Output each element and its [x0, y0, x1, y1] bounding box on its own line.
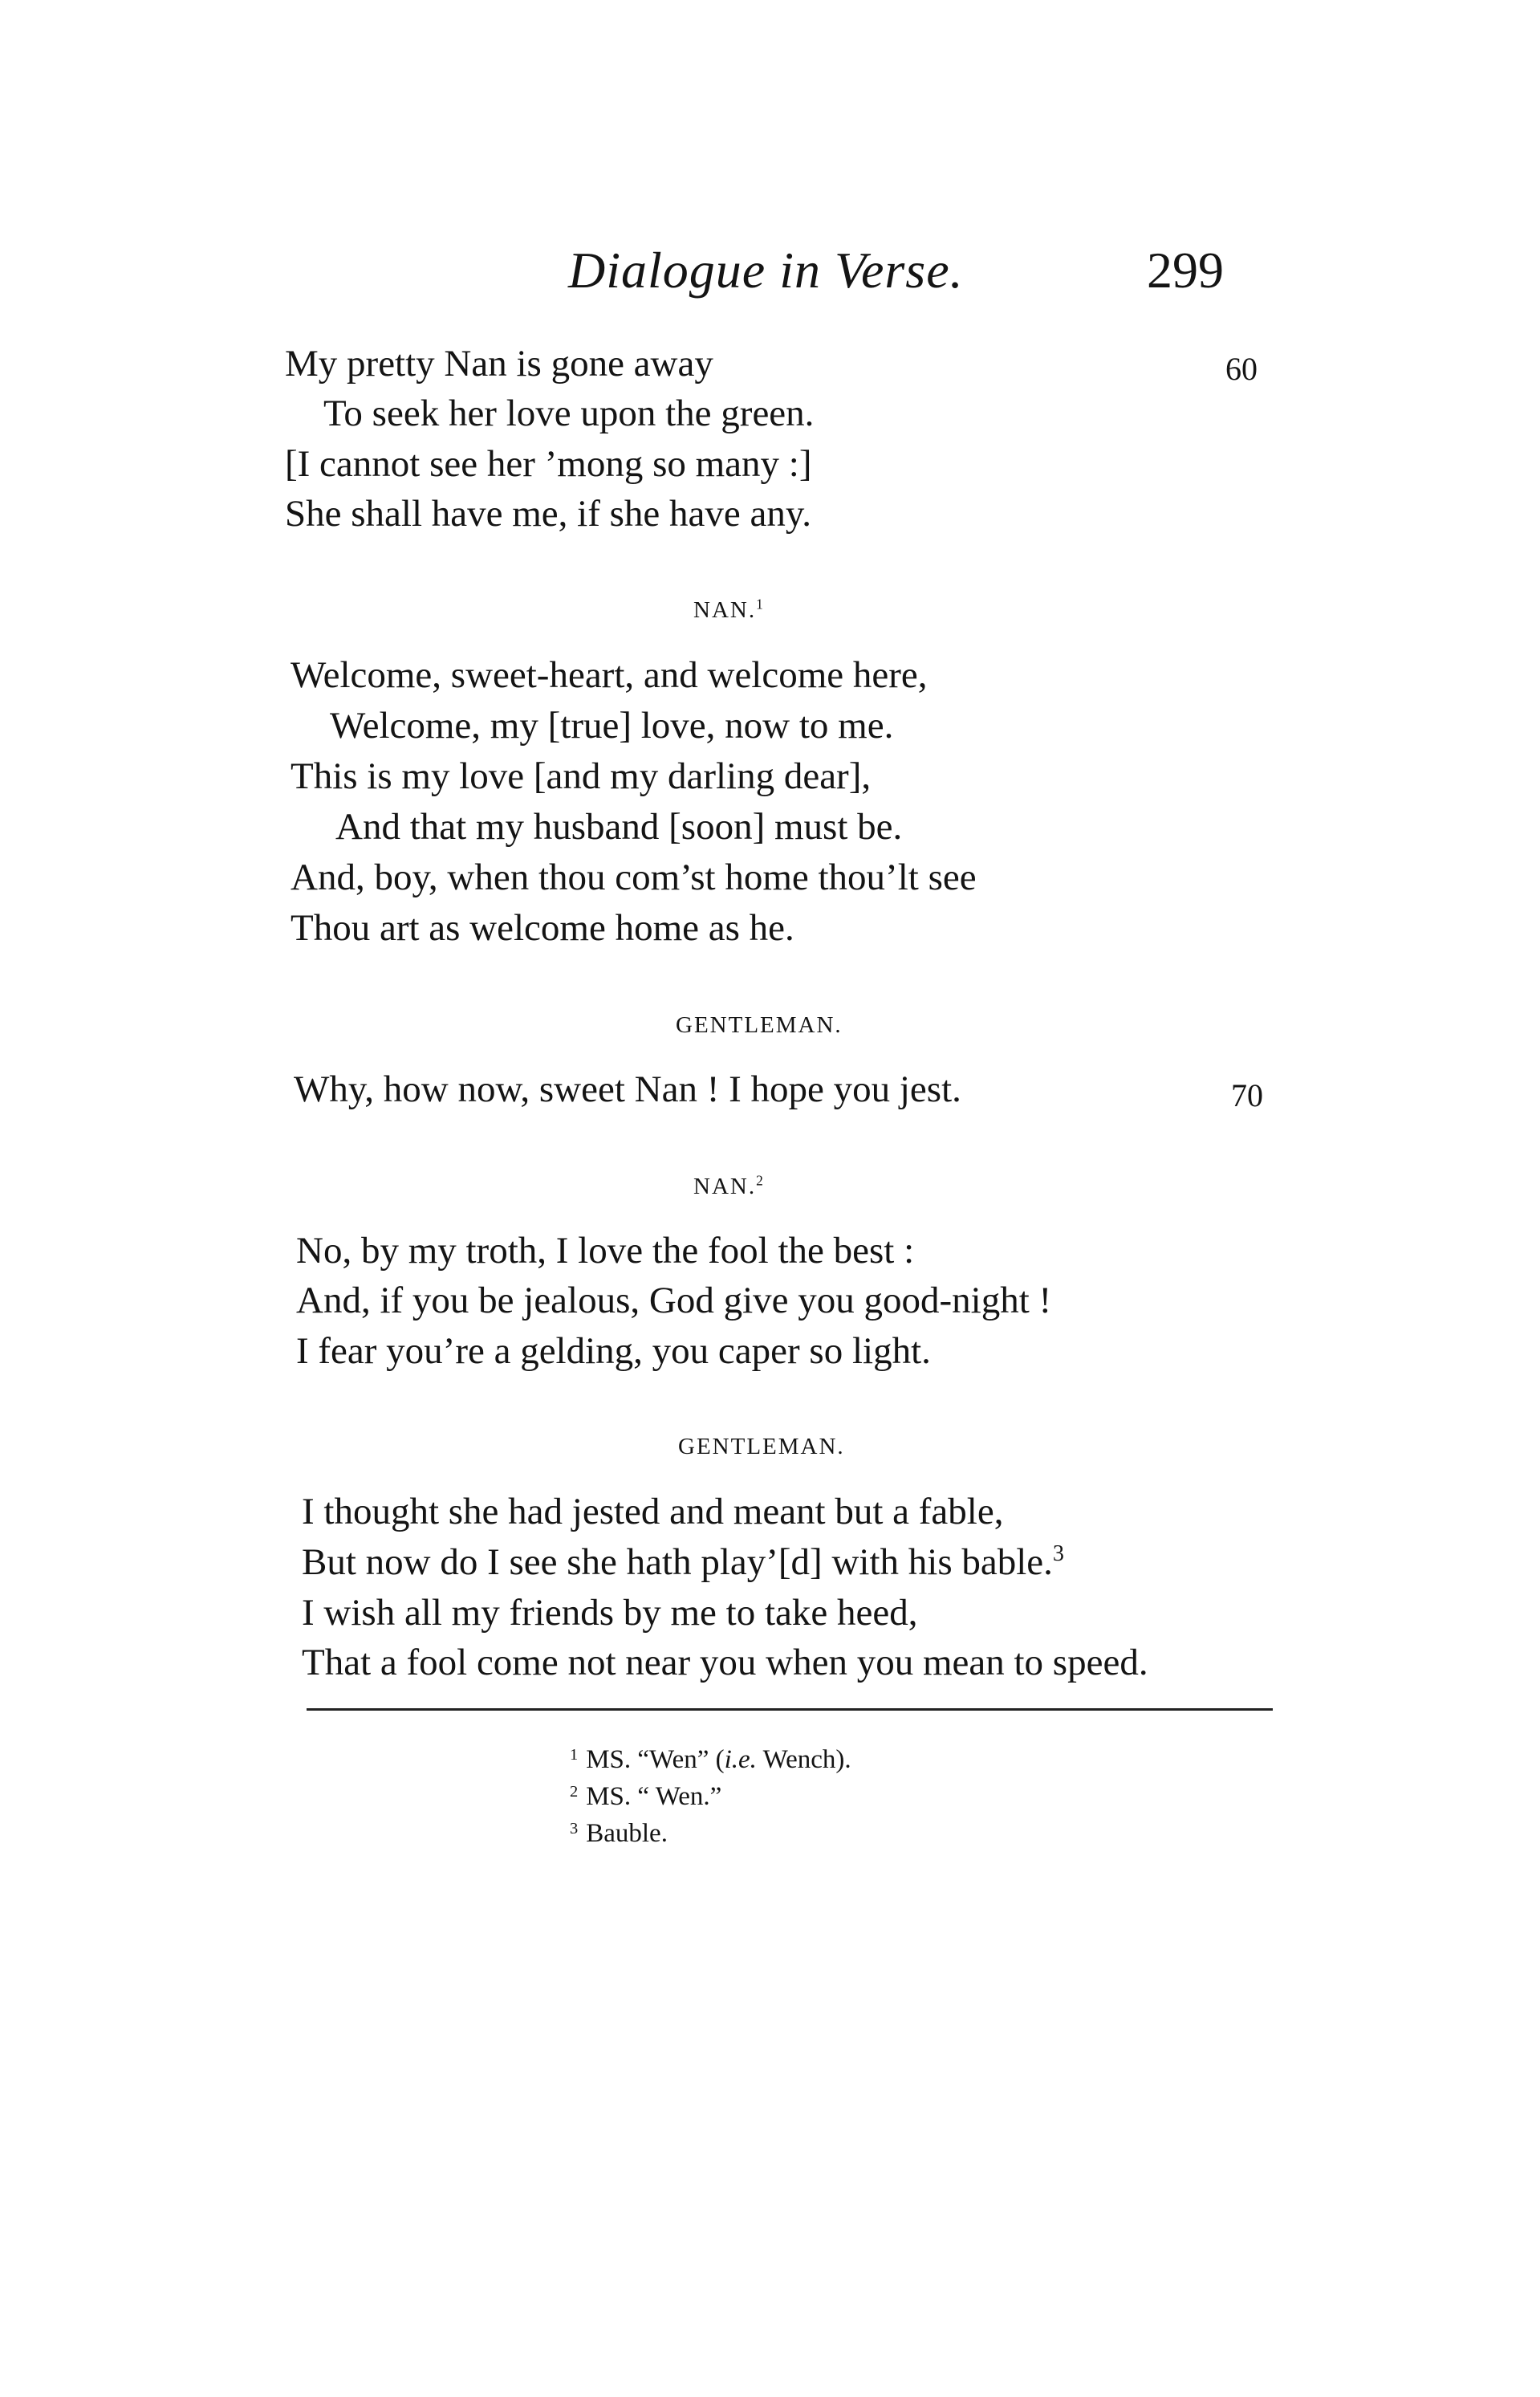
running-head — [0, 241, 1540, 305]
verse-line: And that my husband [soon] must be. — [335, 806, 903, 848]
footnote-mark: 3 — [570, 1820, 579, 1837]
verse-line: No, by my troth, I love the fool the best : — [296, 1230, 915, 1272]
verse-line: And, boy, when thou com’st home thou’lt see — [291, 857, 977, 898]
footnote-ref: 2 — [756, 1172, 765, 1189]
verse-line: I thought she had jested and meant but a fable, — [302, 1491, 1004, 1532]
footnote-mark: 1 — [570, 1746, 579, 1764]
speaker-name: GENTLEMAN. — [678, 1434, 845, 1459]
verse-text: But now do I see she hath play’[d] with his bable. — [302, 1541, 1053, 1583]
footnote-1 — [570, 1747, 851, 1773]
footnote-text: Wench). — [756, 1745, 851, 1775]
verse-line: Welcome, my [true] love, now to me. — [330, 705, 894, 747]
running-title: Dialogue in Verse. — [568, 242, 964, 299]
verse-line: This is my love [and my darling dear], — [291, 755, 872, 797]
page-number: 299 — [1147, 242, 1224, 299]
footnote-rule — [307, 1708, 1273, 1711]
verse-line: Why, how now, sweet Nan ! I hope you jest. — [294, 1068, 961, 1110]
verse-line — [302, 1541, 1064, 1583]
verse-line: She shall have me, if she have any. — [285, 493, 812, 535]
footnote-mark: 2 — [570, 1783, 579, 1801]
footnote-text: MS. “Wen” ( — [586, 1745, 725, 1775]
speaker-name — [693, 1172, 765, 1199]
verse-line: My pretty Nan is gone away — [285, 343, 713, 385]
verse-line: Welcome, sweet-heart, and welcome here, — [291, 654, 928, 696]
footnote-text: MS. “ Wen.” — [586, 1782, 722, 1812]
verse-line: I fear you’re a gelding, you caper so light. — [296, 1330, 931, 1372]
footnote-ref: 3 — [1052, 1541, 1064, 1567]
footnote-text: Bauble. — [586, 1819, 668, 1849]
footnote-ref: 1 — [756, 596, 765, 612]
speaker-label: NAN. — [693, 597, 757, 623]
verse-line: That a fool come not near you when you mean to speed. — [302, 1642, 1148, 1683]
verse-line: Thou art as welcome home as he. — [291, 907, 794, 949]
verse-line: To seek her love upon the green. — [323, 393, 815, 434]
speaker-label: NAN. — [693, 1174, 757, 1199]
footnote-italic: i.e. — [724, 1745, 757, 1775]
verse-line: [I cannot see her ’mong so many :] — [285, 443, 812, 485]
footnote-3 — [570, 1821, 668, 1847]
line-number: 70 — [1231, 1077, 1263, 1113]
line-number: 60 — [1225, 351, 1258, 387]
speaker-name — [693, 596, 765, 623]
verse-line: I wish all my friends by me to take heed, — [302, 1592, 918, 1634]
speaker-name: GENTLEMAN. — [676, 1012, 843, 1038]
verse-line: And, if you be jealous, God give you good-night ! — [296, 1280, 1052, 1321]
footnote-2 — [570, 1784, 721, 1810]
